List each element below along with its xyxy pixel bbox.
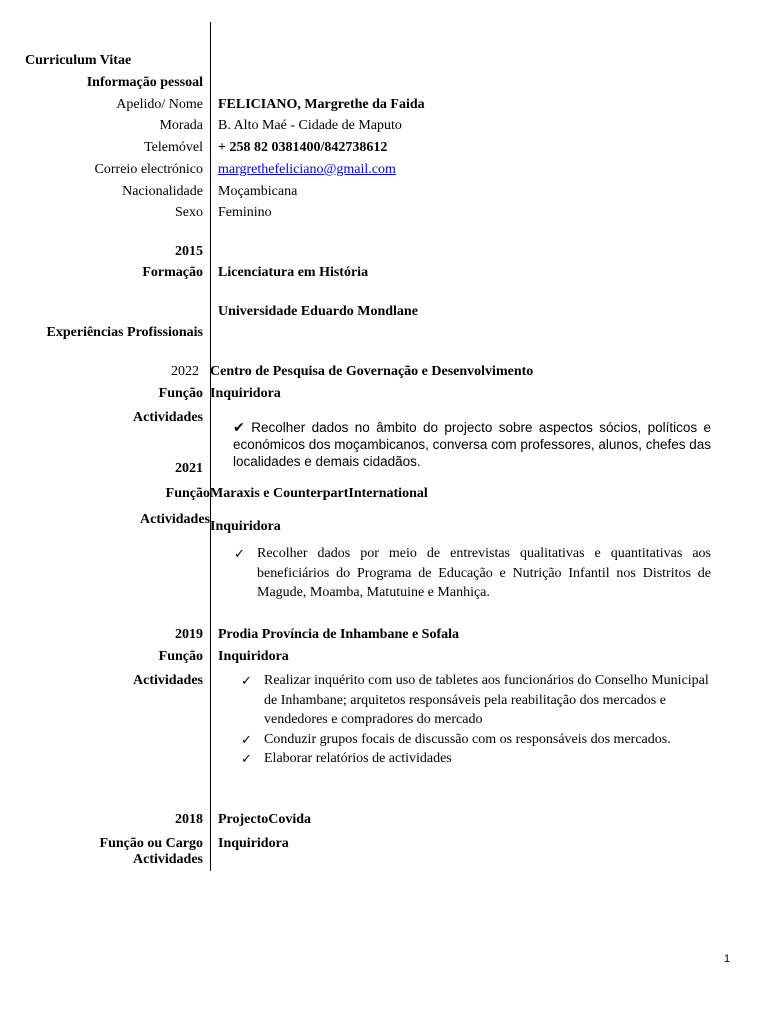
field-label-name: Apelido/ Nome bbox=[116, 97, 203, 112]
education-institution: Universidade Eduardo Mondlane bbox=[218, 304, 418, 319]
job-year-2022: 2022 bbox=[171, 364, 199, 379]
column-divider bbox=[210, 22, 211, 871]
job-activity-text-2021: Recolher dados por meio de entrevistas qualitativas e quantitativas aos beneficiários do Programa de Educação e Nutrição Infantil nos Distritos de Magude, Moamba, Matutuine e Manhiça. bbox=[257, 546, 711, 600]
job-year-2019: 2019 bbox=[175, 627, 203, 642]
list-item bbox=[241, 730, 714, 750]
field-value-phone: + 258 82 0381400/842738612 bbox=[218, 140, 388, 155]
experience-section-label: Experiências Profissionais bbox=[46, 325, 203, 340]
field-value-address: B. Alto Maé - Cidade de Maputo bbox=[218, 118, 402, 133]
page-number: 1 bbox=[724, 953, 731, 965]
job-role-2021: Inquiridora bbox=[210, 519, 281, 534]
field-value-nationality: Moçambicana bbox=[218, 184, 298, 199]
field-label-phone: Telemóvel bbox=[144, 140, 203, 155]
job-activities-label-2021: Actividades bbox=[140, 512, 210, 527]
check-mark-icon: ✓ bbox=[241, 731, 252, 747]
job-role-label-2019: Função bbox=[158, 649, 203, 664]
job-role-2018: Inquiridora bbox=[218, 836, 289, 851]
job-org-2019: Prodia Província de Inhambane e Sofala bbox=[218, 627, 460, 642]
job-activities-label-2022: Actividades bbox=[133, 410, 203, 425]
job-org-2021: Maraxis e CounterpartInternational bbox=[210, 486, 428, 501]
field-label-nationality: Nacionalidade bbox=[122, 184, 203, 199]
job-org-2022: Centro de Pesquisa de Governação e Desenvolvimento bbox=[210, 364, 534, 379]
education-year: 2015 bbox=[175, 244, 203, 259]
list-item bbox=[241, 671, 714, 730]
job-year-2018: 2018 bbox=[175, 812, 203, 827]
field-label-address: Morada bbox=[159, 118, 203, 133]
field-value-name: FELICIANO, Margrethe da Faida bbox=[218, 97, 425, 112]
cv-title: Curriculum Vitae bbox=[25, 53, 132, 68]
field-label-sex: Sexo bbox=[175, 205, 203, 220]
job-role-label-2022: Função bbox=[158, 386, 203, 401]
personal-section-label: Informação pessoal bbox=[86, 75, 203, 90]
education-degree: Licenciatura em História bbox=[218, 265, 369, 280]
job-year-2021: 2021 bbox=[175, 461, 203, 476]
job-activity-text-2022: Recolher dados no âmbito do projecto sobre aspectos sócios, políticos e económicos dos moçambicanos, conversa com professores, alunos, chefes das localidades e demais cidadãos. bbox=[233, 420, 712, 469]
job-activities-label-2019: Actividades bbox=[133, 673, 203, 688]
check-mark-icon: ✔ bbox=[233, 419, 252, 435]
job-activity-list-2019 bbox=[241, 671, 714, 769]
job-activity-text: Realizar inquérito com uso de tabletes aos funcionários do Conselho Municipal de Inhambane; arquitetos responsáveis pela reabilitação dos mercados e vendedores e compradores do mercado bbox=[264, 673, 709, 727]
job-role-2022: Inquiridora bbox=[210, 386, 281, 401]
job-role-2019: Inquiridora bbox=[218, 649, 289, 664]
field-value-sex: Feminino bbox=[218, 205, 272, 220]
job-activity-2022 bbox=[233, 419, 711, 470]
job-org-2018: ProjectoCovida bbox=[218, 812, 312, 827]
email-link[interactable]: margrethefeliciano@gmail.com bbox=[218, 162, 396, 177]
check-mark-icon: ✓ bbox=[234, 546, 245, 561]
job-activity-2021 bbox=[234, 544, 711, 603]
education-label: Formação bbox=[142, 265, 203, 280]
list-item bbox=[241, 749, 714, 769]
job-role-label-2021: Função bbox=[165, 486, 210, 501]
check-mark-icon: ✓ bbox=[241, 751, 252, 766]
job-activity-text: Elaborar relatórios de actividades bbox=[264, 751, 452, 766]
job-activity-text: Conduzir grupos focais de discussão com os responsáveis dos mercados. bbox=[264, 731, 671, 747]
job-role-label-2018: Função ou Cargo bbox=[99, 836, 203, 851]
check-mark-icon: ✓ bbox=[241, 673, 252, 688]
field-label-email: Correio electrónico bbox=[94, 162, 203, 177]
job-activities-label-2018: Actividades bbox=[133, 852, 203, 867]
